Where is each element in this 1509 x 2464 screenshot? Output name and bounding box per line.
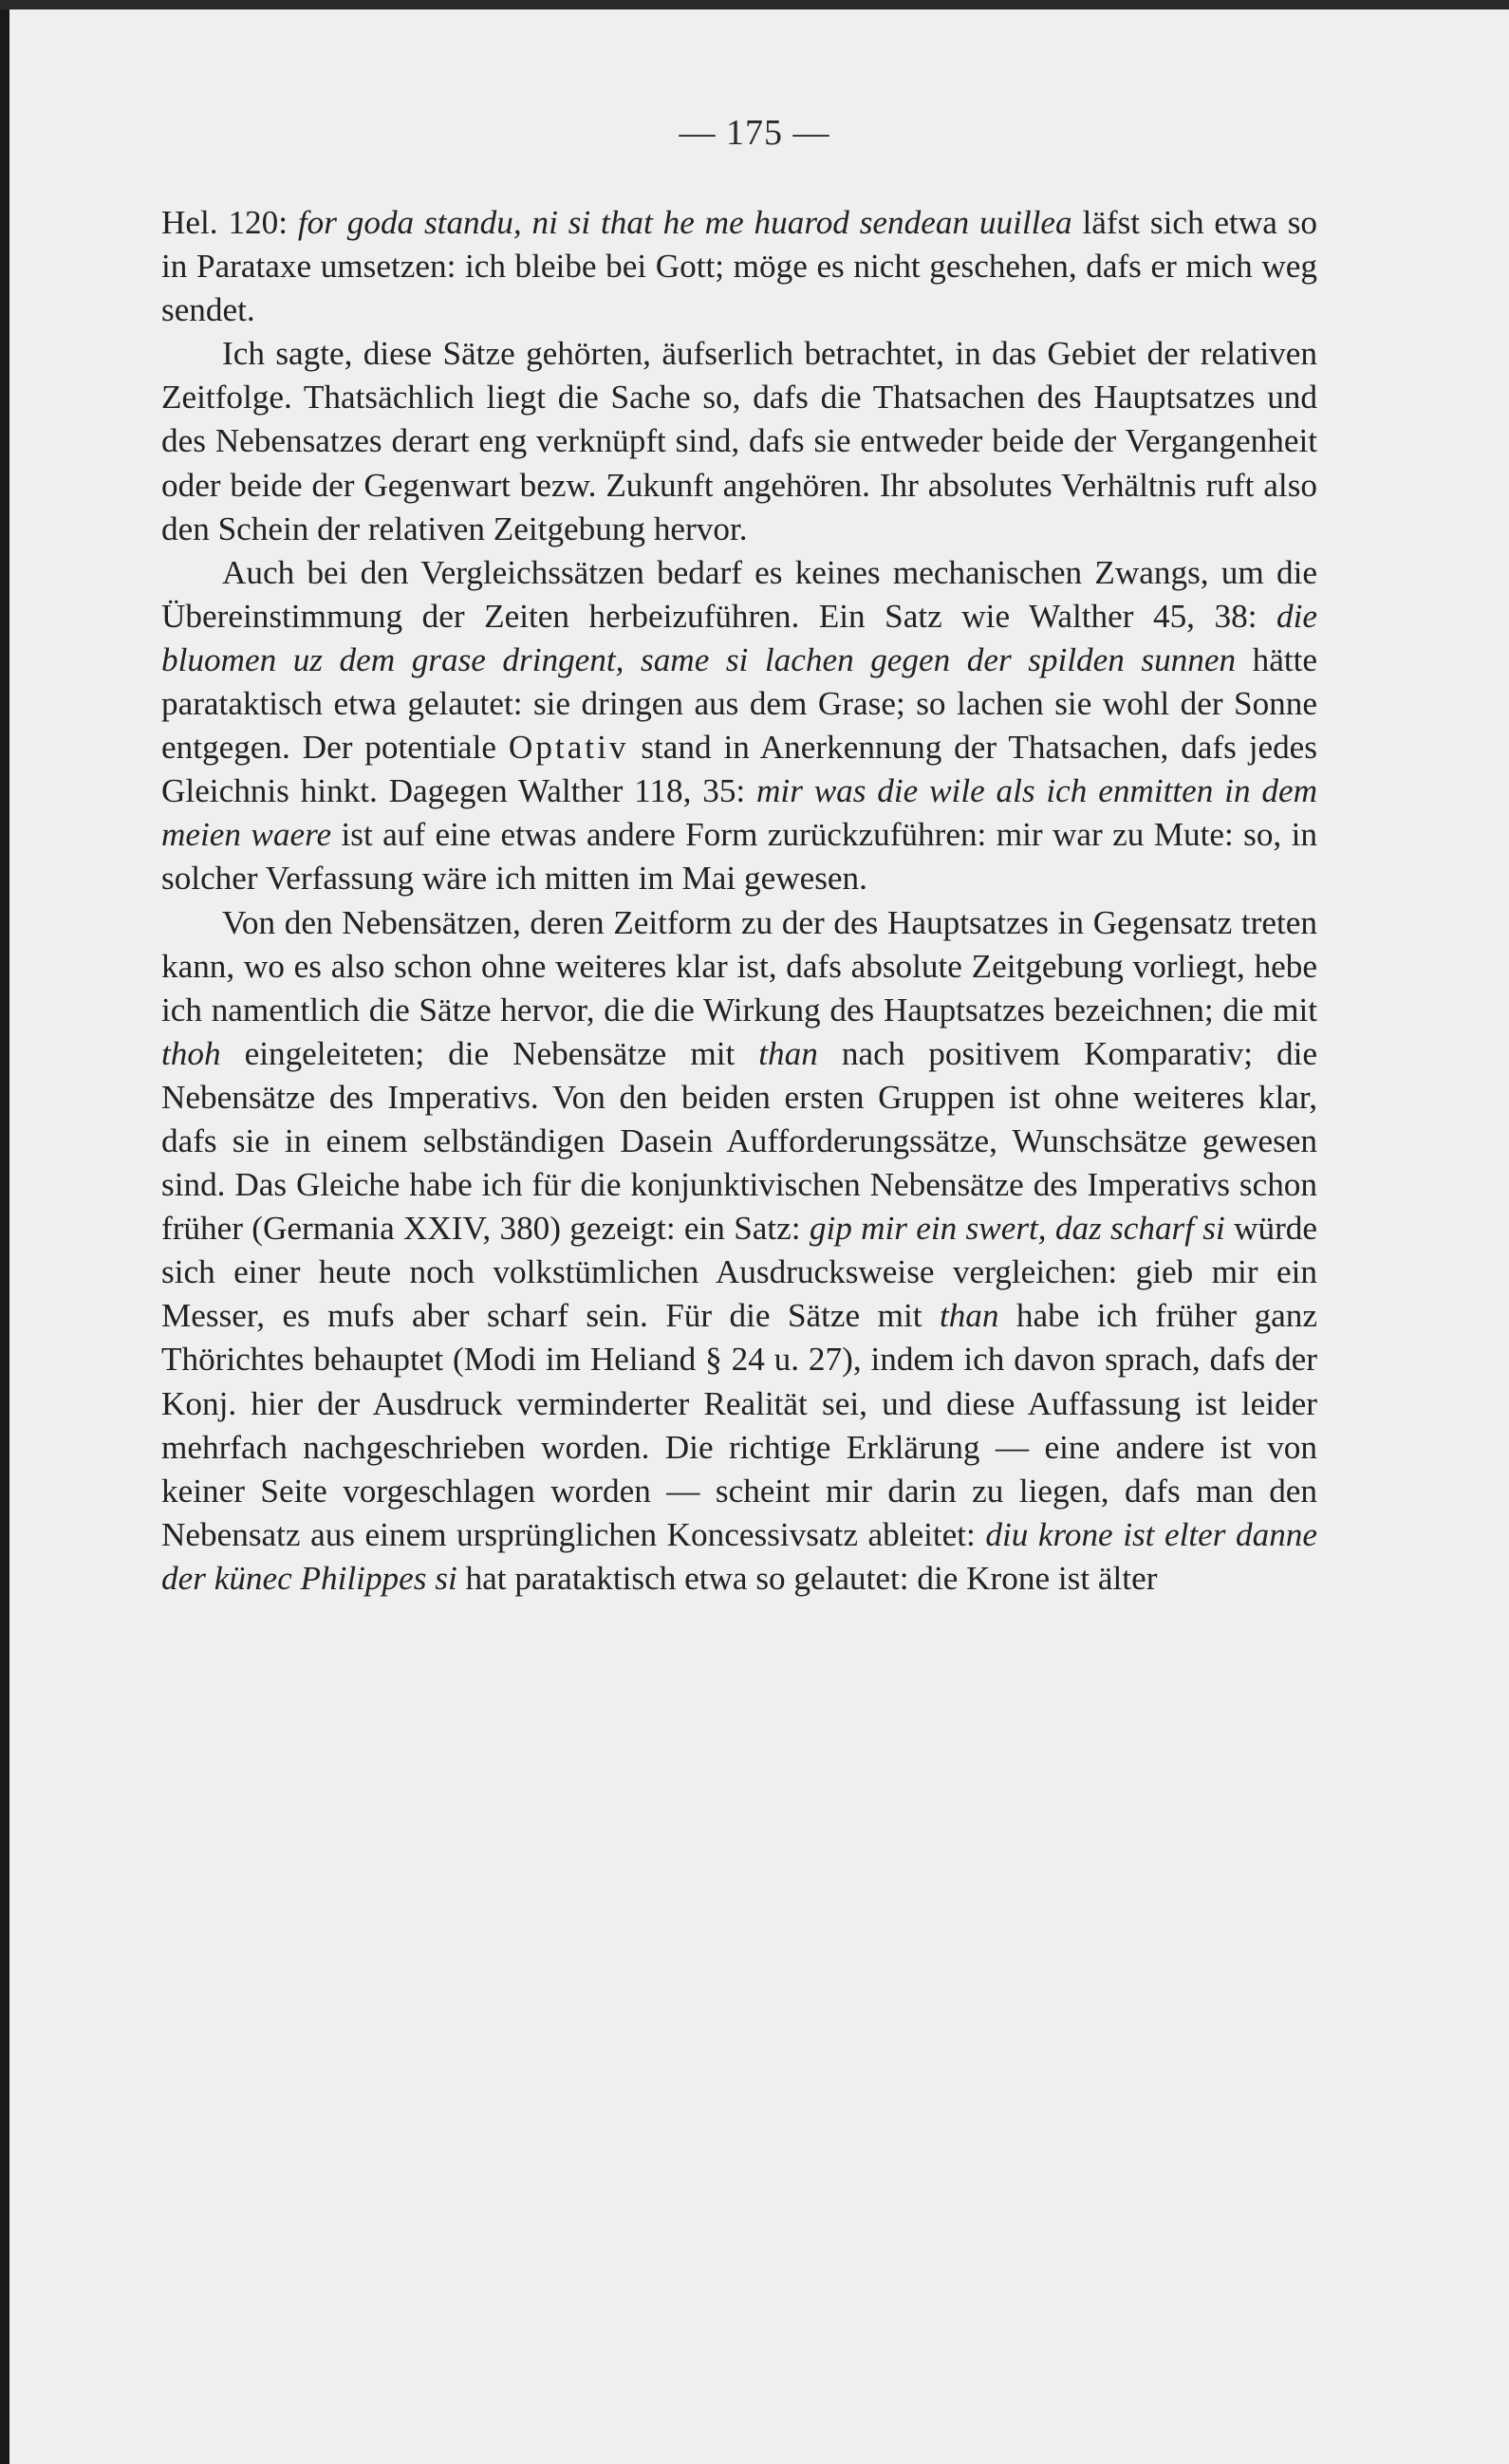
text-segment: Von den Nebensätzen, deren Zeitform zu der des Hauptsatzes in Gegensatz treten kann, wo es also schon ohne weiteres klar ist, dafs absolute Zeitgebung vorliegt, hebe ich namentlich die Sätze hervor, die die Wirkung des Hauptsatzes bezeichnen; die mit bbox=[161, 903, 1317, 1028]
text-segment: würde sich einer heute noch volkstümlichen Ausdrucksweise vergleichen: gieb mir ein Messer, es mufs aber scharf sein. Für die Sätze mit bbox=[161, 1210, 1318, 1335]
term-than: than bbox=[758, 1034, 818, 1072]
text-segment: läfst sich etwa so in Parataxe umsetzen: ich bleibe bei Gott; möge es nicht geschehen, dafs er mich weg sendet. bbox=[161, 204, 1317, 329]
text-segment: Ich sagte, diese Sätze gehörten, äufserlich betrachtet, in das Gebiet der relativen Zeitfolge. Thatsächlich liegt die Sache so, dafs die Thatsachen des Hauptsatzes und des Nebensatzes derart eng verknüpft sind, dafs sie entweder beide der Vergangenheit oder beide der Gegenwart bezw. Zukunft angehören. Ihr absolutes Verhältnis ruft also den Schein der relativen Zeitgebung hervor. bbox=[161, 335, 1317, 547]
text-segment: hat parataktisch etwa so gelautet: die Krone ist älter bbox=[456, 1559, 1158, 1597]
quote-heliand: for goda standu, ni si that he me huarod sendean uuillea bbox=[297, 204, 1072, 241]
text-segment: nach positivem Komparativ; die Nebensätze des Imperativs. Von den beiden ersten Gruppen ist ohne weiteres klar, dafs sie in einem selbständigen Dasein Aufforderungssätze, Wunschsätze gewesen sind. Das Gleiche habe ich für die konjunktivischen Nebensätze des Imperativs schon früher (Germania XXIV, 380) gezeigt: ein Satz: bbox=[161, 1034, 1317, 1248]
term-thoh: thoh bbox=[161, 1034, 221, 1072]
paragraph-2 bbox=[161, 332, 1317, 550]
text-segment: ist auf eine etwas andere Form zurückzuführen: mir war zu Mute: so, in solcher Verfassung wäre ich mitten im Mai gewesen. bbox=[161, 816, 1317, 898]
text-segment: habe ich früher ganz Thörichtes behauptet (Modi im Heliand § 24 u. 27), indem ich davon sprach, dafs der Konj. hier der Ausdruck verminderter Realität sei, und diese Auffassung ist leider mehrfach nachgeschrieben worden. Die richtige Erklärung — eine andere ist von keiner Seite vorgeschlagen worden — scheint mir darin zu liegen, dafs man den Nebensatz aus einem ursprünglichen Koncessivsatz ableitet: bbox=[161, 1297, 1317, 1553]
body-text bbox=[161, 201, 1317, 1601]
paragraph-3 bbox=[161, 551, 1317, 901]
quote-walther-45: die bluomen uz dem grase dringent, same si lachen gegen der spilden sunnen bbox=[161, 597, 1317, 678]
quote-gip-mir: gip mir ein swert, daz scharf si bbox=[809, 1210, 1225, 1248]
text-segment: eingeleiteten; die Nebensätze mit bbox=[220, 1034, 759, 1072]
spaced-term: Optativ bbox=[508, 729, 629, 767]
term-than: than bbox=[939, 1297, 999, 1335]
paragraph-4 bbox=[161, 901, 1317, 1602]
text-segment: stand in Anerkennung der Thatsachen, dafs jedes Gleichnis hinkt. Dagegen Walther 118, 35: bbox=[161, 729, 1317, 810]
quote-diu-krone: diu krone ist elter danne der künec Philippes si bbox=[161, 1515, 1318, 1597]
text-segment: hätte parataktisch etwa gelautet: sie dringen aus dem Grase; so lachen sie wohl der Sonne entgegen. Der potentiale bbox=[161, 640, 1317, 767]
page-number: — 175 — bbox=[679, 113, 830, 153]
text-segment: Auch bei den Vergleichssätzen bedarf es keines mechanischen Zwangs, um die Übereinstimmung der Zeiten herbeizuführen. Ein Satz wie Walther 45, 38: bbox=[161, 553, 1317, 635]
text-segment: Hel. 120: bbox=[161, 204, 298, 241]
quote-walther-118: mir was die wile als ich enmitten in dem meien waere bbox=[161, 772, 1317, 854]
paragraph-1 bbox=[161, 201, 1317, 332]
